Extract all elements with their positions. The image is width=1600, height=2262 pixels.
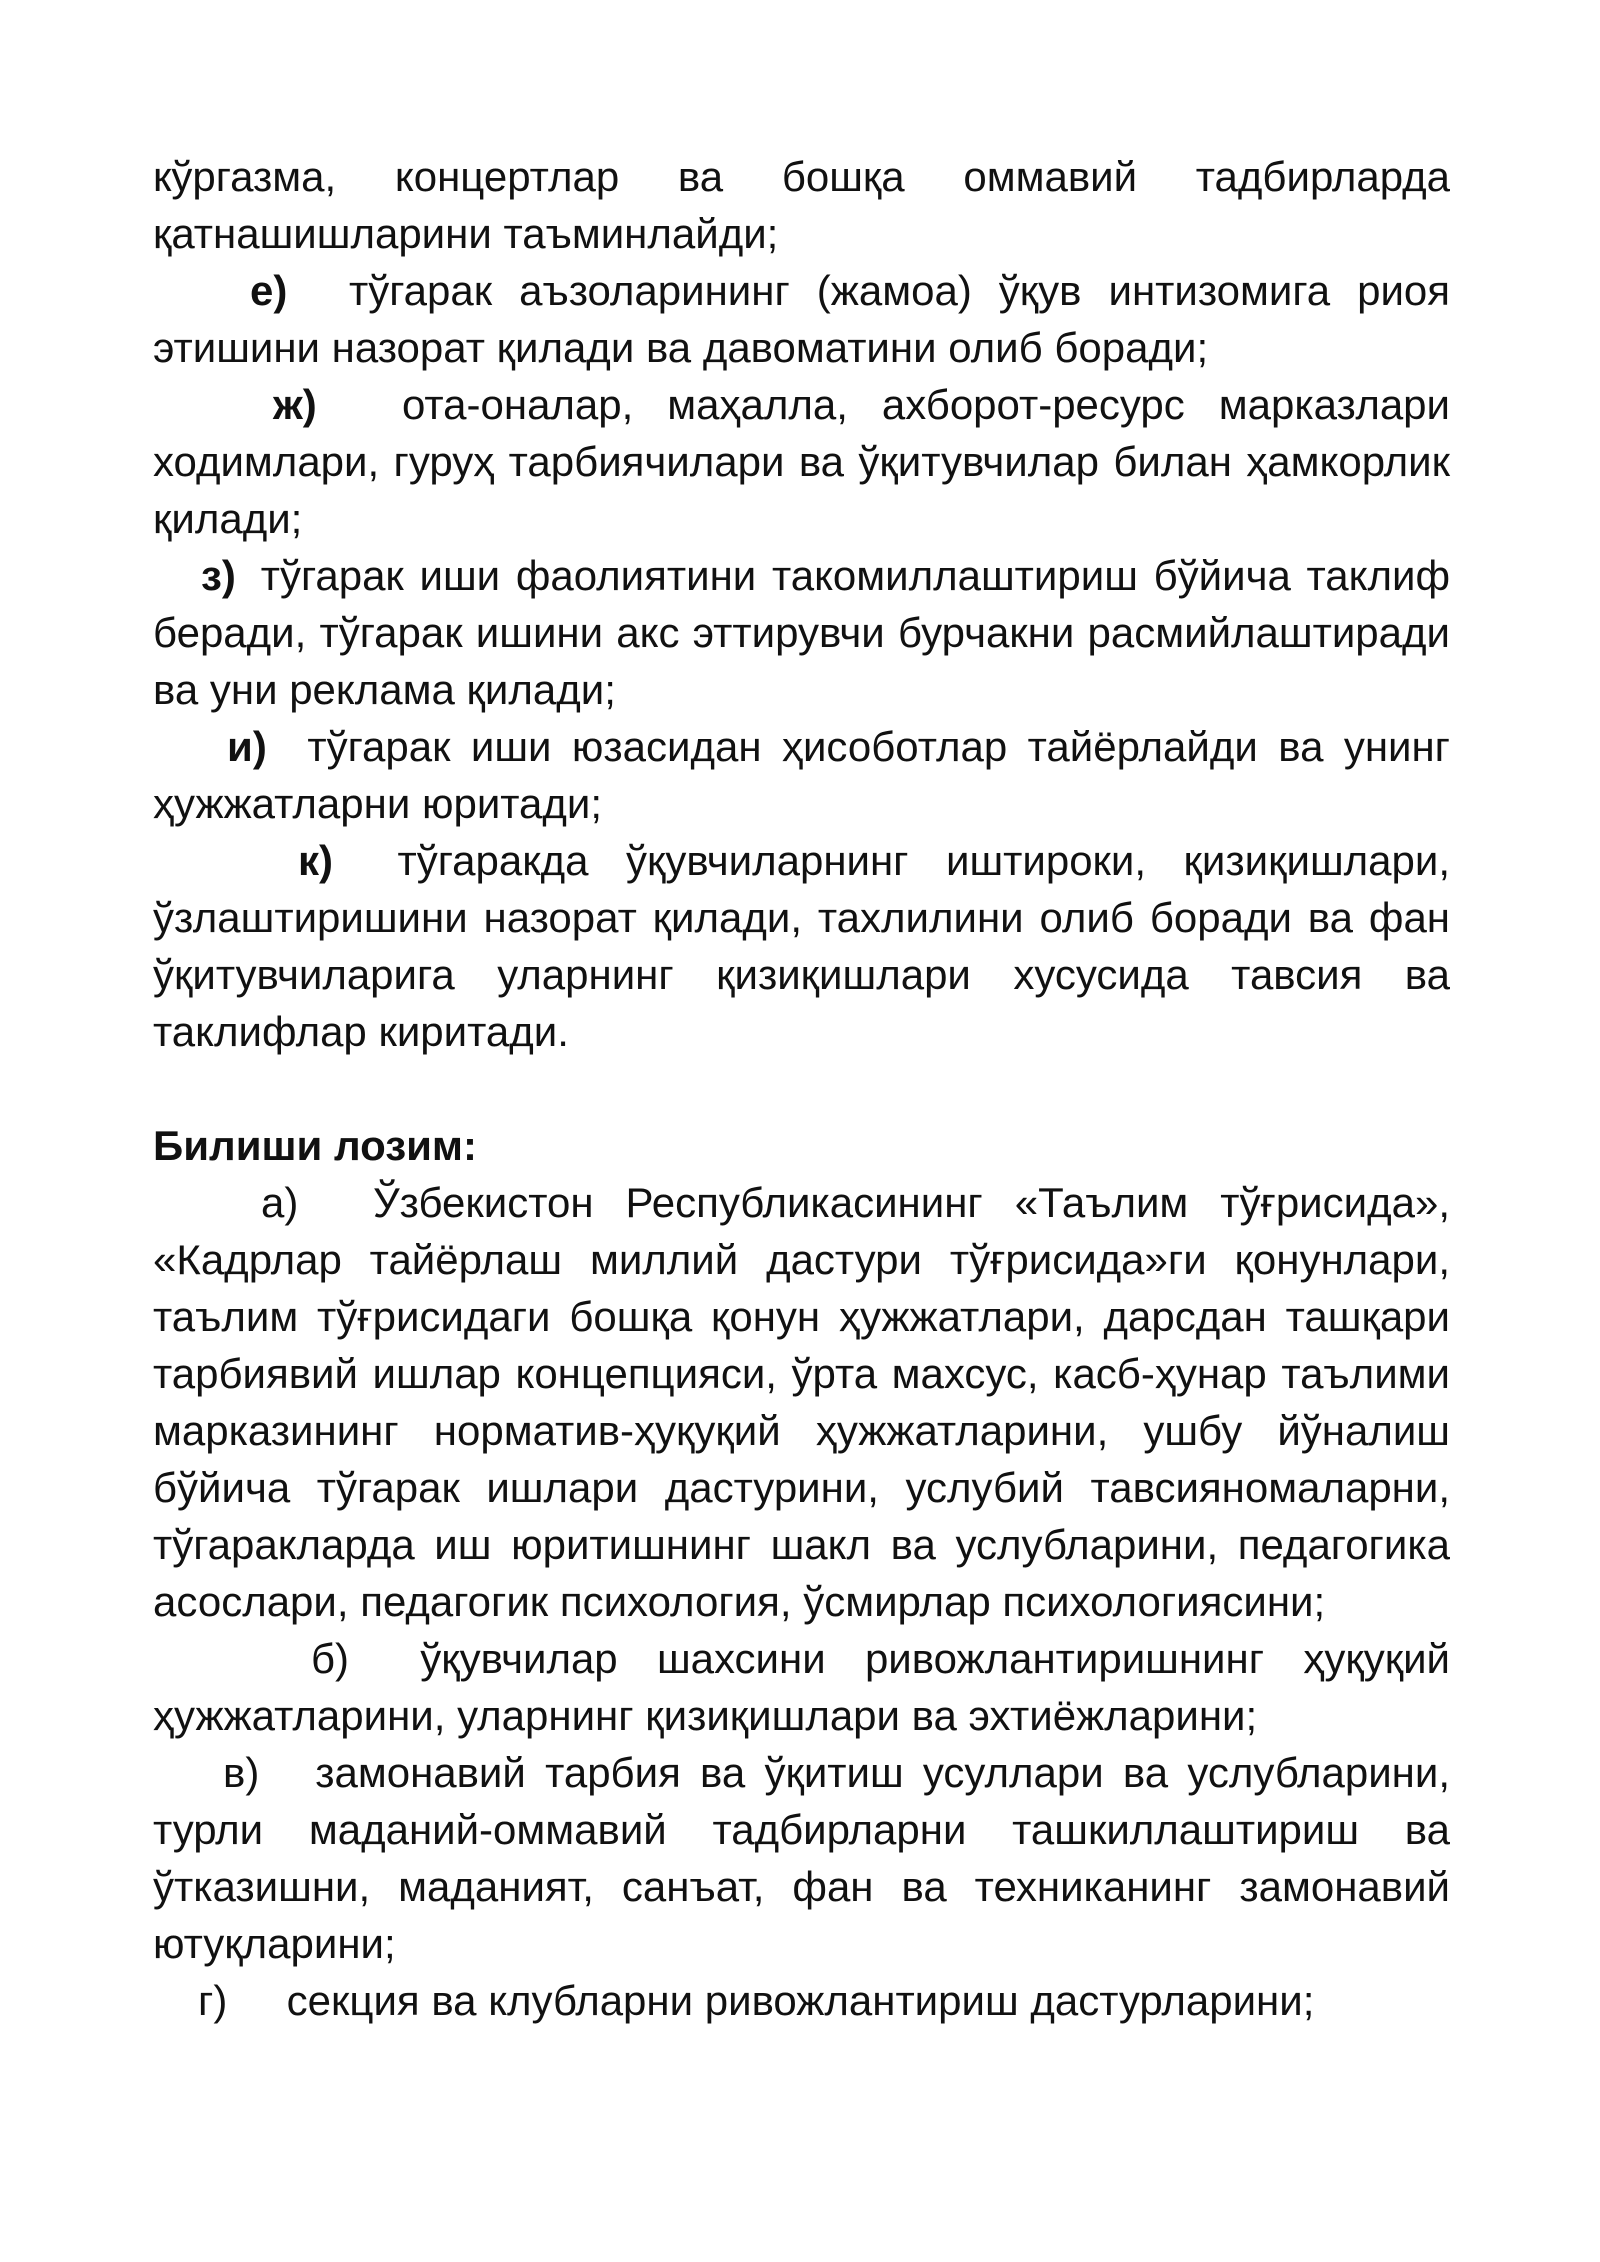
list-item-a [153, 1174, 1450, 1630]
list-marker: г) [198, 1977, 228, 2024]
list-item-g [153, 1972, 1450, 2029]
list-item-v [153, 1744, 1450, 1972]
list-item-b [153, 1630, 1450, 1744]
list-marker: з) [201, 552, 236, 599]
paragraph-text: Ўзбекистон Республикасининг «Таълим тўғрисида», «Кадрлар тайёрлаш миллий дастури тўғрисида»ги қонунлари, таълим тўғрисидаги бошқа қонун ҳужжатлари, дарсдан ташқари тарбиявий ишлар концепцияси, ўрта махсус, касб-ҳунар таълими марказининг норматив-ҳуқуқий ҳужжатларини, ушбу йўналиш бўйича тўгарак ишлари дастурини, услубий тавсияномаларни, тўгаракларда иш юритишнинг шакл ва услубларини, педагогика асослари, педагогик психология, ўсмирлар психологиясини; [153, 1179, 1450, 1625]
list-item-e [153, 262, 1450, 376]
paragraph-text: замонавий тарбия ва ўқитиш усуллари ва услубларини, турли маданий-оммавий тадбирларни ташкиллаштириш ва ўтказишни, маданият, санъат, фан ва техниканинг замонавий ютуқларини; [153, 1749, 1450, 1967]
list-marker: в) [223, 1749, 260, 1796]
section-heading: Билиши лозим: [153, 1122, 477, 1169]
list-marker: а) [261, 1179, 299, 1226]
list-marker: б) [311, 1635, 350, 1682]
paragraph-text: ота-оналар, маҳалла, ахборот-ресурс марказлари ходимлари, гуруҳ тарбиячилари ва ўқитувчилар билан ҳамкорлик қилади; [153, 381, 1451, 542]
paragraph-text: кўргазма, концертлар ва бошқа оммавий тадбирларда қатнашишларини таъминлайди; [153, 153, 1450, 257]
list-item-i [153, 718, 1450, 832]
list-marker: к) [298, 837, 334, 884]
paragraph-text: секция ва клубларни ривожлантириш дастурларини; [286, 1977, 1315, 2024]
paragraph-text: тўгаракда ўқувчиларнинг иштироки, қизиқишлари, ўзлаштиришини назорат қилади, тахлилини олиб боради ва фан ўқитувчиларига уларнинг қизиқишлари хусусида тавсия ва таклифлар киритади. [153, 837, 1450, 1055]
paragraph-text: тўгарак аъзоларининг (жамоа) ўқув интизомига риоя этишини назорат қилади ва давоматини олиб боради; [153, 267, 1451, 371]
paragraph-continuation [153, 148, 1450, 262]
paragraph-text: тўгарак иши фаолиятини такомиллаштириш бўйича таклиф беради, тўгарак ишини акс эттирувчи бурчакни расмийлаштиради ва уни реклама қилади; [153, 552, 1451, 713]
list-item-k [153, 832, 1450, 1060]
list-item-zh [153, 376, 1450, 547]
paragraph-text: ўқувчилар шахсини ривожлантиришнинг ҳуқуқий ҳужжатларини, уларнинг қизиқишлари ва эхтиёжларини; [153, 1635, 1450, 1739]
list-marker: е) [250, 267, 288, 314]
list-item-z [153, 547, 1450, 718]
paragraph-text: тўгарак иши юзасидан ҳисоботлар тайёрлайди ва унинг ҳужжатларни юритади; [153, 723, 1450, 827]
list-marker: ж) [273, 381, 317, 428]
list-marker: и) [227, 723, 267, 770]
